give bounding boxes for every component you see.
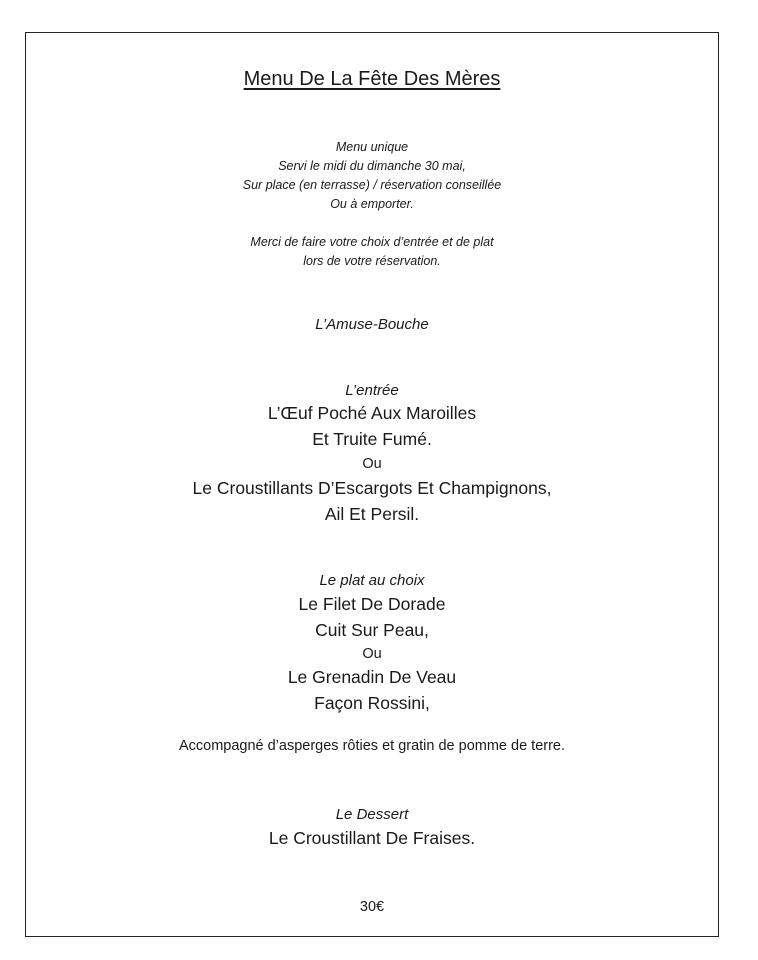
plat-or-separator: Ou <box>362 646 382 662</box>
plat-option-2-line-2: Façon Rossini, <box>314 693 430 713</box>
intro-line-takeaway: Ou à emporter. <box>330 197 414 211</box>
intro-line-date: Servi le midi du dimanche 30 mai, <box>278 159 466 173</box>
entree-option-2-line-2: Ail Et Persil. <box>324 504 420 524</box>
plat-option-1-line-1: Le Filet De Dorade <box>298 594 446 614</box>
entree-option-1-line-1: L’Œuf Poché Aux Maroilles <box>267 403 477 423</box>
plat-heading: Le plat au choix <box>319 572 425 589</box>
plat-option-2-line-1: Le Grenadin De Veau <box>287 667 457 687</box>
intro-line-unique: Menu unique <box>335 140 409 154</box>
entree-heading: L’entrée <box>345 382 399 399</box>
plat-option-1-line-2: Cuit Sur Peau, <box>315 620 429 640</box>
menu-title: Menu De La Fête Des Mères <box>243 68 501 90</box>
entree-option-1-line-2: Et Truite Fumé. <box>312 429 432 449</box>
dessert-heading: Le Dessert <box>335 806 409 823</box>
instruction-line-2: lors de votre réservation. <box>303 254 441 268</box>
entree-or-separator: Ou <box>362 456 382 472</box>
instruction-line-1: Merci de faire votre choix d’entrée et de plat <box>250 235 494 249</box>
entree-option-2-line-1: Le Croustillants D’Escargots Et Champignons, <box>192 478 552 498</box>
dessert-item: Le Croustillant De Fraises. <box>268 828 476 848</box>
accompaniment-note: Accompagné d’asperges rôties et gratin de pomme de terre. <box>178 738 566 754</box>
menu-price: 30€ <box>359 899 385 915</box>
amuse-bouche-heading: L’Amuse-Bouche <box>315 316 429 333</box>
intro-line-place: Sur place (en terrasse) / réservation conseillée <box>242 178 502 192</box>
